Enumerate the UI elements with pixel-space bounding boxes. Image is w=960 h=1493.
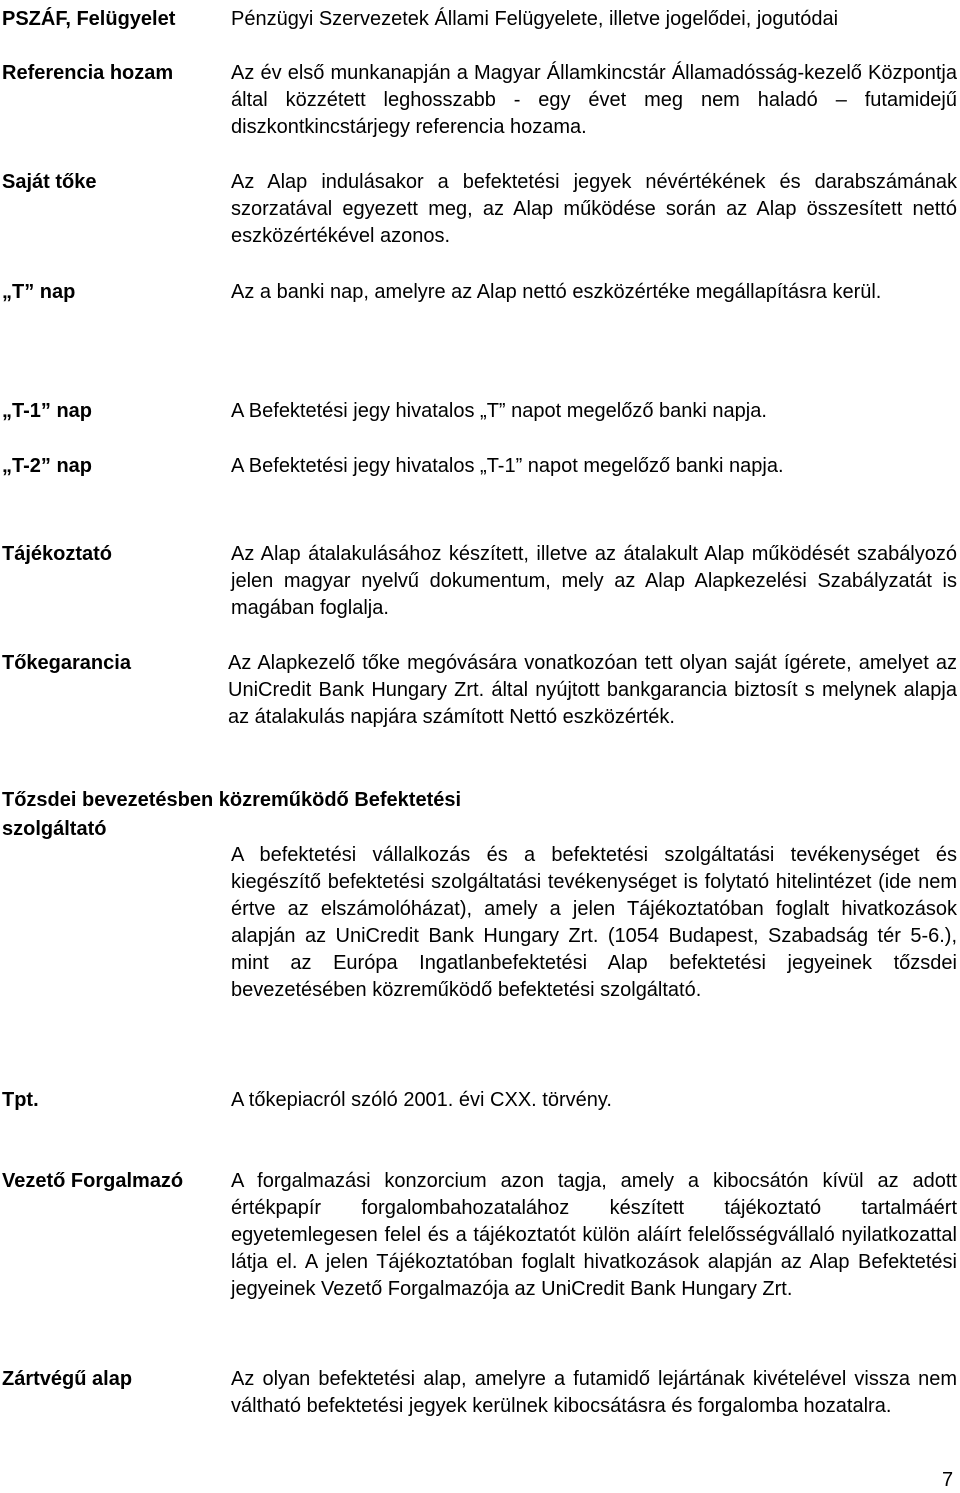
term-tokegarancia: Tőkegarancia bbox=[2, 652, 131, 674]
term-tozsdei-bevezetes-szolgaltato: Tőzsdei bevezetésben közreműködő Befektetési szolgáltató bbox=[2, 789, 462, 840]
definition-tokegarancia: Az Alapkezelő tőke megóvására vonatkozóan tett olyan saját ígérete, amelyet az UniCredit Bank Hungary Zrt. által nyújtott bankgarancia biztosít s melynek alapja az átalakulás napjára számított Nettó eszközérték. bbox=[228, 652, 957, 728]
term-zartvegu-alap: Zártvégű alap bbox=[2, 1368, 133, 1390]
term-referencia-hozam: Referencia hozam bbox=[2, 62, 174, 84]
definition-t-nap: Az a banki nap, amelyre az Alap nettó eszközértéke megállapításra kerül. bbox=[231, 281, 882, 303]
term-sajat-toke: Saját tőke bbox=[2, 171, 97, 193]
definition-tajekoztato: Az Alap átalakulásához készített, illetve az átalakult Alap működését szabályozó jelen magyar nyelvű dokumentum, mely az Alap Alapkezelési Szabályzatát is magában foglalja. bbox=[231, 543, 957, 619]
definition-sajat-toke: Az Alap indulásakor a befektetési jegyek névértékének és darabszámának szorzatával egyezett meg, az Alap működése során az Alap összesített nettó eszközértékével azonos. bbox=[231, 171, 957, 247]
term-pszaf: PSZÁF, Felügyelet bbox=[2, 8, 176, 30]
page-number: 7 bbox=[942, 1469, 954, 1491]
definition-vezeto-forgalmazo: A forgalmazási konzorcium azon tagja, amely a kibocsátón kívül az adott értékpapír forgalombahozatalához készített tájékoztató tartalmáért egyetemlegesen felel és a tájékoztatót külön aláírt felelősségvállaló nyilatkozattal látja el. A jelen Tájékoztatóban foglalt hivatkozások alapján az Alap Befektetési jegyeinek Vezető Forgalmazója az UniCredit Bank Hungary Zrt. bbox=[231, 1170, 957, 1300]
definition-t-2-nap: A Befektetési jegy hivatalos „T-1” napot megelőző banki napja. bbox=[231, 455, 784, 477]
definition-tpt: A tőkepiacról szóló 2001. évi CXX. törvény. bbox=[231, 1089, 612, 1111]
definition-referencia-hozam: Az év első munkanapján a Magyar Államkincstár Államadósság-kezelő Központja által közzétett leghosszabb - egy évet meg nem haladó – futamidejű diszkontkincstárjegy referencia hozama. bbox=[231, 62, 957, 138]
definition-zartvegu-alap: Az olyan befektetési alap, amelyre a futamidő lejártának kivételével vissza nem váltható befektetési jegyek kerülnek kibocsátásra és forgalomba hozatalra. bbox=[231, 1368, 957, 1417]
term-vezeto-forgalmazo: Vezető Forgalmazó bbox=[2, 1170, 184, 1192]
term-t-nap: „T” nap bbox=[2, 281, 76, 303]
definition-t-1-nap: A Befektetési jegy hivatalos „T” napot megelőző banki napja. bbox=[231, 400, 767, 422]
term-tpt: Tpt. bbox=[2, 1089, 39, 1111]
definition-pszaf: Pénzügyi Szervezetek Állami Felügyelete, illetve jogelődei, jogutódai bbox=[231, 8, 839, 30]
term-t-1-nap: „T-1” nap bbox=[2, 400, 93, 422]
term-t-2-nap: „T-2” nap bbox=[2, 455, 93, 477]
definition-tozsdei-bevezetes-szolgaltato: A befektetési vállalkozás és a befektetési szolgáltatási tevékenységet és kiegészítő befektetési szolgáltatási tevékenységet is folytató hitelintézet (ide nem értve az elszámolóházat), amely a jelen Tájékoztatóban foglalt hivatkozások alapján az UniCredit Bank Hungary Zrt. (1054 Budapest, Szabadság tér 5-6.), mint az Európa Ingatlanbefektetési Alap befektetési jegyeinek tőzsdei bevezetésében közreműködő befektetési szolgáltató. bbox=[231, 844, 957, 1001]
term-tajekoztato: Tájékoztató bbox=[2, 543, 113, 565]
